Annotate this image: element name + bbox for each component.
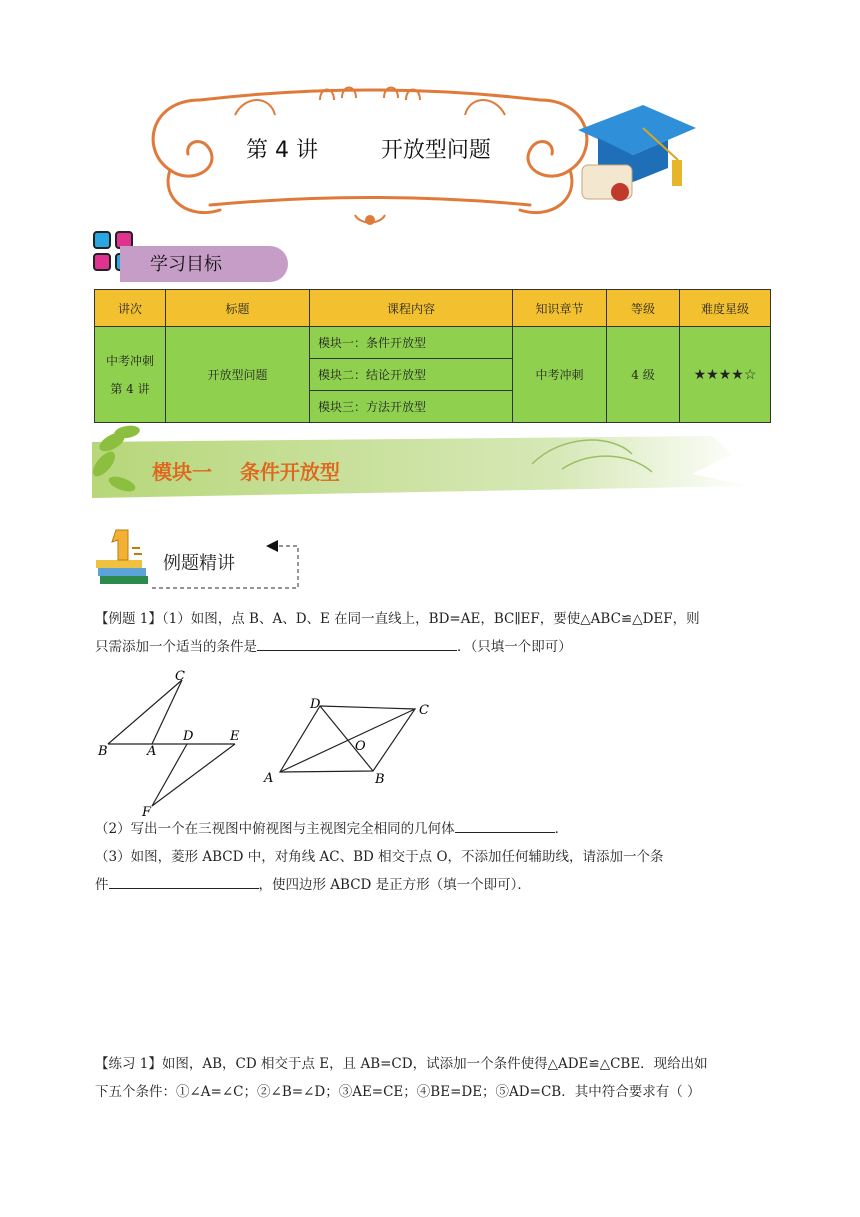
- practice-tag: 【练习 1】: [95, 1056, 162, 1072]
- answer-blank: [109, 872, 259, 889]
- lecture-line: 中考冲刺: [105, 353, 154, 368]
- column-header: 课程内容: [310, 290, 513, 327]
- example1-question3: [95, 843, 767, 899]
- example1-question2: [95, 815, 767, 843]
- question-text: ．（只填一个即可）: [457, 639, 572, 655]
- figure-rhombus: [260, 692, 440, 788]
- figure1-label-d: D: [183, 729, 194, 744]
- example1-question1: [95, 605, 767, 661]
- column-header: 等级: [607, 290, 680, 327]
- module-cell: 模块一：条件开放型: [310, 327, 513, 359]
- figure1-label-f: F: [142, 805, 152, 818]
- column-header: 知识章节: [513, 290, 607, 327]
- example-section-title: 例题精讲: [163, 553, 235, 574]
- table-row: [95, 327, 771, 359]
- question-text: ，使四边形 ABCD 是正方形（填一个即可）．: [258, 877, 531, 893]
- question-text: ．: [554, 821, 569, 837]
- question-text: （1）如图，点 B、A、D、E 在同一直线上，BD=AE，BC∥EF，要使△ABC≌△DEF，则: [161, 611, 700, 627]
- answer-blank: [455, 816, 555, 833]
- figure2-label-d: D: [310, 697, 321, 712]
- practice1-question: [95, 1050, 767, 1106]
- module-title: 模块一 条件开放型: [152, 460, 340, 484]
- objectives-title: 学习目标: [150, 254, 222, 275]
- question-text: （2）写出一个在三视图中俯视图与主视图完全相同的几何体: [95, 821, 455, 837]
- figure2-label-b: B: [375, 772, 385, 787]
- figure2-label-a: A: [264, 771, 274, 786]
- module-cell: 模块二：结论开放型: [310, 359, 513, 391]
- example-tag: 【例题 1】: [95, 611, 162, 627]
- question-text: 件: [95, 877, 109, 893]
- question-text: （3）如图，菱形 ABCD 中，对角线 AC、BD 相交于点 O，不添加任何辅助线，请添加一个条: [95, 849, 664, 865]
- answer-blank: [257, 634, 457, 651]
- figure1-label-e: E: [230, 729, 240, 744]
- lecture-line: 第 4 讲: [110, 381, 150, 396]
- table-header-row: [95, 290, 771, 327]
- lecture-cell: [95, 327, 166, 423]
- books-number-one-icon: [96, 528, 152, 590]
- figure2-label-o: O: [355, 739, 366, 754]
- figure2-label-c: C: [419, 703, 429, 718]
- lecture-title: 第 4 讲 开放型问题: [246, 138, 491, 163]
- figure1-label-b: B: [98, 744, 108, 759]
- objectives-table: [94, 289, 771, 423]
- module-cell: 模块三：方法开放型: [310, 391, 513, 423]
- graduation-cap-icon: [568, 80, 698, 215]
- figure1-label-c: C: [175, 669, 185, 684]
- difficulty-stars: ★★★★☆: [680, 327, 771, 423]
- chapter-cell: 中考冲刺: [513, 327, 607, 423]
- topic-cell: 开放型问题: [166, 327, 310, 423]
- column-header: 标题: [166, 290, 310, 327]
- column-header: 讲次: [95, 290, 166, 327]
- level-cell: 4 级: [607, 327, 680, 423]
- figure1-label-a: A: [147, 744, 157, 759]
- question-text: 下五个条件：①∠A=∠C；②∠B=∠D；③AE=CE；④BE=DE；⑤AD=CB．其中符合要求有（ ）: [95, 1084, 701, 1100]
- figure-parallel-lines: [95, 666, 255, 818]
- question-text: 只需添加一个适当的条件是: [95, 639, 257, 655]
- question-text: 如图，AB，CD 相交于点 E，且 AB=CD，试添加一个条件使得△ADE≌△CBE．现给出如: [161, 1056, 708, 1072]
- column-header: 难度星级: [680, 290, 771, 327]
